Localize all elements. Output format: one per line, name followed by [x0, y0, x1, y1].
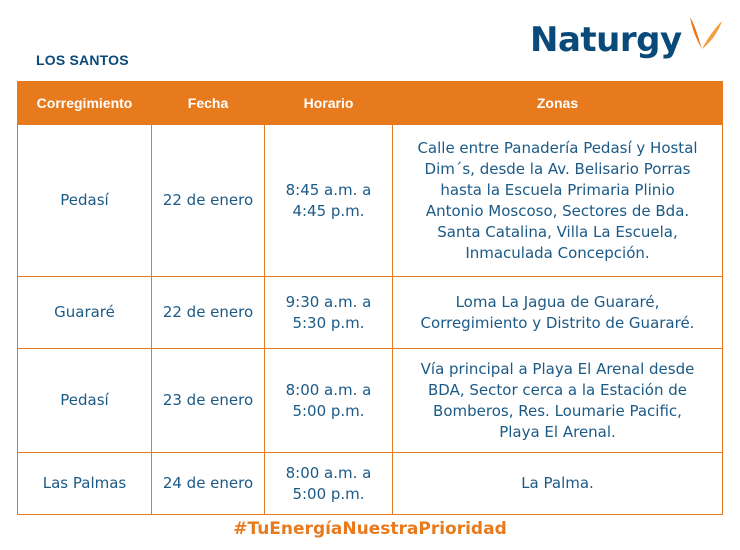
brand-name: Naturgy [530, 20, 682, 60]
zona-line: Bomberos, Res. Loumarie Pacific, [433, 401, 682, 420]
horario-line: 4:45 p.m. [292, 201, 365, 220]
zona-line: La Palma. [521, 474, 594, 492]
header-horario: Horario [265, 82, 393, 125]
header-corregimiento: Corregimiento [18, 82, 152, 125]
cell-horario [265, 349, 393, 453]
horario-line: 5:00 p.m. [292, 401, 365, 420]
zona-line: Antonio Moscoso, Sectores de Bda. [425, 201, 690, 220]
zona-line: BDA, Sector cerca a la Estación de [428, 380, 687, 399]
cell-corregimiento: Pedasí [18, 125, 152, 277]
zona-line: Vía principal a Playa El Arenal desde [420, 359, 695, 378]
zona-line: Santa Catalina, Villa La Escuela, [437, 222, 678, 241]
region-title: LOS SANTOS [36, 52, 129, 68]
horario-line: 8:00 a.m. a [285, 463, 372, 482]
zona-line: Loma La Jagua de Guararé, [455, 292, 660, 311]
horario-line: 5:30 p.m. [292, 313, 365, 332]
cell-horario [265, 453, 393, 515]
zona-line: hasta la Escuela Primaria Plinio [440, 180, 675, 199]
table-row [18, 349, 723, 453]
table-row [18, 453, 723, 515]
zona-line: Corregimiento y Distrito de Guararé. [420, 313, 695, 332]
cell-horario [265, 277, 393, 349]
schedule-table [17, 81, 723, 515]
cell-zonas [393, 125, 723, 277]
zona-line: Inmaculada Concepción. [465, 243, 650, 262]
zona-line: Dim´s, desde la Av. Belisario Porras [424, 159, 691, 178]
horario-line: 8:45 a.m. a [285, 180, 372, 199]
table-row [18, 125, 723, 277]
cell-corregimiento: Guararé [18, 277, 152, 349]
cell-zonas [393, 453, 723, 515]
zona-line: Playa El Arenal. [499, 422, 616, 441]
header-row [18, 82, 723, 125]
cell-zonas [393, 277, 723, 349]
header-fecha: Fecha [152, 82, 265, 125]
cell-fecha: 22 de enero [152, 125, 265, 277]
hashtag: #TuEnergíaNuestraPrioridad [233, 519, 507, 539]
horario-line: 5:00 p.m. [292, 484, 365, 503]
horario-line: 9:30 a.m. a [285, 292, 372, 311]
zona-line: Calle entre Panadería Pedasí y Hostal [417, 138, 698, 157]
butterfly-icon [686, 15, 726, 55]
cell-corregimiento: Pedasí [18, 349, 152, 453]
cell-fecha: 24 de enero [152, 453, 265, 515]
naturgy-logo [530, 12, 726, 68]
horario-line: 8:00 a.m. a [285, 380, 372, 399]
cell-horario [265, 125, 393, 277]
cell-fecha: 23 de enero [152, 349, 265, 453]
table-row [18, 277, 723, 349]
header-zonas: Zonas [393, 82, 723, 125]
cell-fecha: 22 de enero [152, 277, 265, 349]
cell-corregimiento: Las Palmas [18, 453, 152, 515]
cell-zonas [393, 349, 723, 453]
